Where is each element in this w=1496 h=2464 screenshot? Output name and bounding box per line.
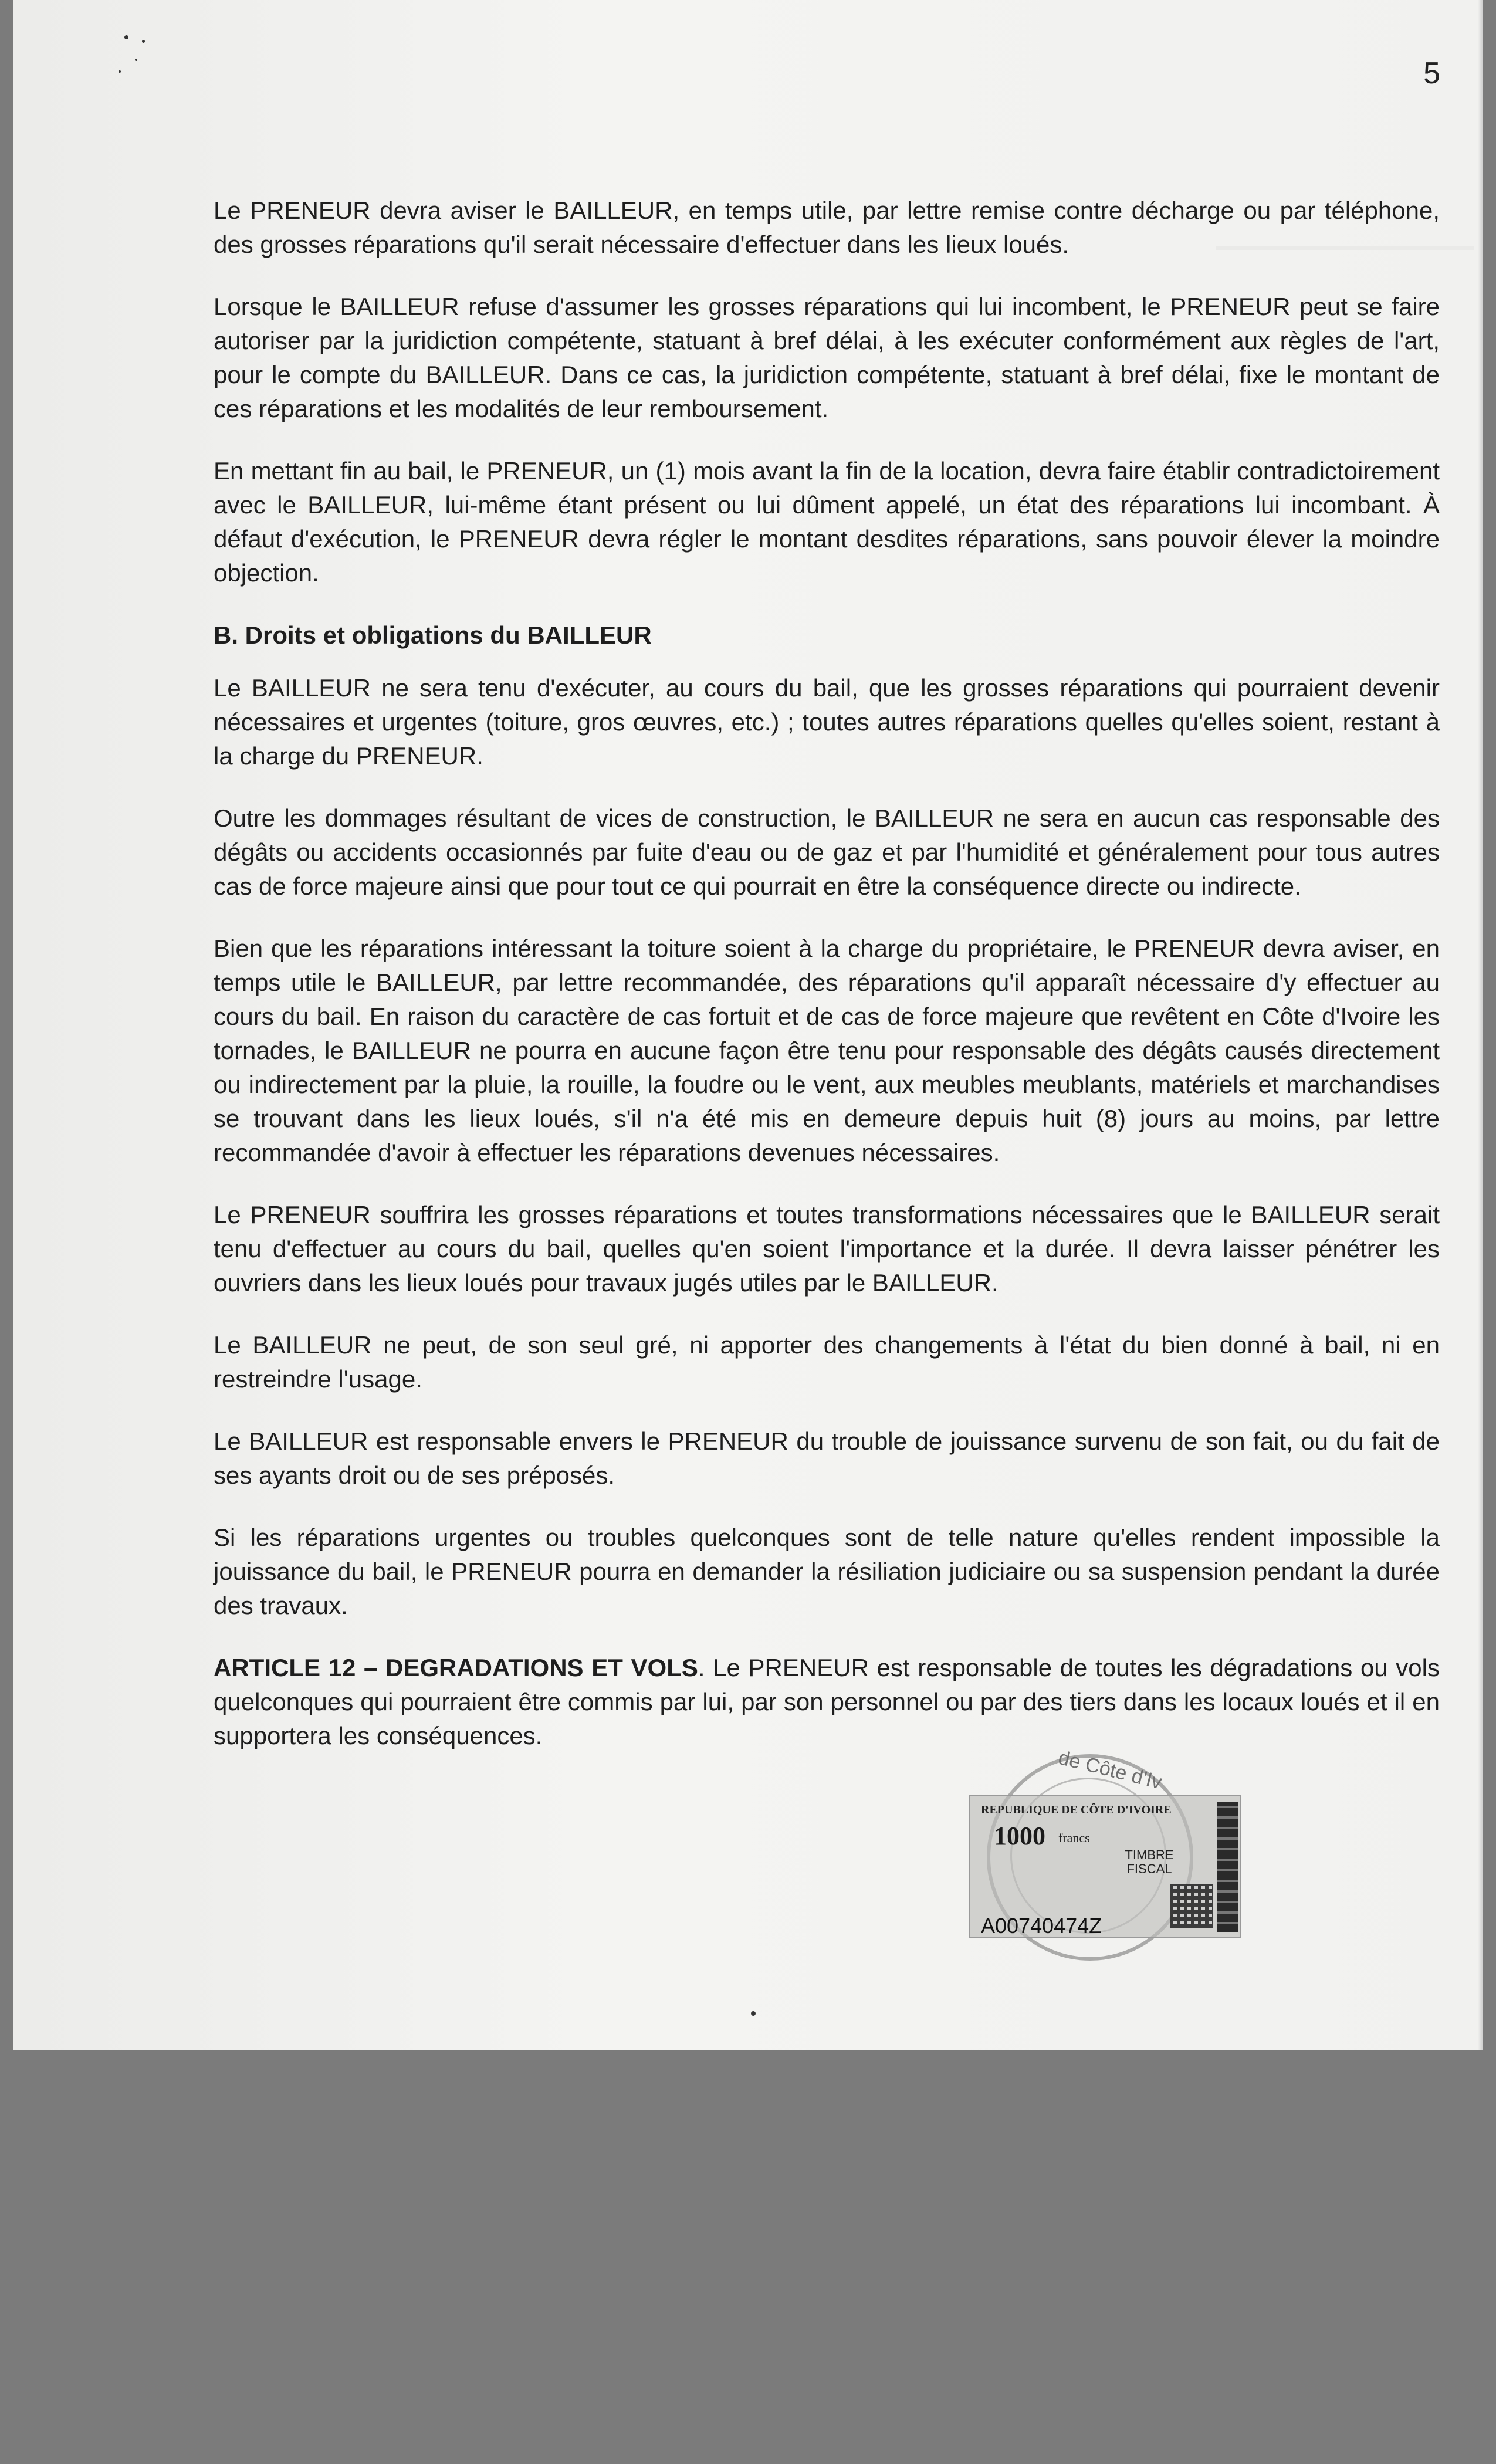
- article-12-text: . Le PRENEUR est responsable de toutes les dégradations ou vols quelconques qui pourraient être commis par lui, par son personnel ou par des tiers dans les locaux loués et il en supportera les conséquences.: [214, 1654, 1440, 1749]
- section-heading: B. Droits et obligations du BAILLEUR: [214, 621, 652, 649]
- paragraph: Si les réparations urgentes ou troubles quelconques sont de telle nature qu'elles rendent impossible la jouissance du bail, le PRENEUR pourra en demander la résiliation judiciaire ou sa suspension pendant la durée des travaux.: [214, 1524, 1440, 1619]
- paragraph: Bien que les réparations intéressant la toiture soient à la charge du propriétaire, le PRENEUR devra aviser, en temps utile le BAILLEUR, par lettre recommandée, des réparations qu'il apparaît nécessaire d'y effectuer au cours du bail. En raison du caractère de cas fortuit et de cas de force majeure que revêtent en Côte d'Ivoire les tornades, le BAILLEUR ne pourra en aucune façon être tenu pour responsable des dégâts causés directement ou indirectement par la pluie, la rouille, la foudre ou le vent, aux meubles meublants, matériels et marchandises se trouvant dans les lieux loués, s'il n'a été mis en demeure depuis huit (8) jours au moins, par lettre recommandée d'avoir à effectuer les réparations devenues nécessaires.: [214, 935, 1440, 1166]
- stamp-unit: francs: [1058, 1830, 1090, 1845]
- paragraph: Le PRENEUR devra aviser le BAILLEUR, en temps utile, par lettre remise contre décharge ou par téléphone, des grosses réparations qu'il serait nécessaire d'effectuer dans les lieux loués.: [214, 197, 1440, 258]
- paragraph: Outre les dommages résultant de vices de construction, le BAILLEUR ne sera en aucun cas responsable des dégâts ou accidents occasionnés par fuite d'eau ou de gaz et par l'humidité et généralement pour tous autres cas de force majeure ainsi que pour tout ce qui pourrait en être la conséquence directe ou indirecte.: [214, 804, 1440, 900]
- qr-code-icon: [1170, 1884, 1213, 1928]
- stamp-value: 1000: [994, 1822, 1045, 1850]
- scan-specks: [101, 23, 171, 94]
- stamp-seal-text: de Côte d'Iv: [1056, 1746, 1165, 1794]
- paragraph: Le BAILLEUR est responsable envers le PRENEUR du trouble de jouissance survenu de son fait, ou du fait de ses ayants droit ou de ses préposés.: [214, 1427, 1440, 1489]
- stamp-body: [969, 1795, 1241, 1938]
- fiscal-stamp: [969, 1746, 1239, 1954]
- paragraph: Lorsque le BAILLEUR refuse d'assumer les grosses réparations qui lui incombent, le PRENEUR peut se faire autoriser par la juridiction compétente, statuant à bref délai, à les exécuter conformément aux règles de l'art, pour le compte du BAILLEUR. Dans ce cas, la juridiction compétente, statuant à bref délai, fixe le montant de ces réparations et les modalités de leur remboursement.: [214, 293, 1440, 422]
- scanned-page: [13, 0, 1483, 2050]
- paragraph: Le BAILLEUR ne peut, de son seul gré, ni apporter des changements à l'état du bien donné à bail, ni en restreindre l'usage.: [214, 1331, 1440, 1393]
- stamp-serial-number: A00740474Z: [981, 1914, 1102, 1938]
- paragraph: En mettant fin au bail, le PRENEUR, un (1) mois avant la fin de la location, devra faire établir contradictoirement avec le BAILLEUR, lui-même étant présent ou lui dûment appelé, un état des réparations lui incombant. À défaut d'exécution, le PRENEUR devra régler le montant desdites réparations, sans pouvoir élever la moindre objection.: [214, 457, 1440, 587]
- page-edge-shadow: [1478, 0, 1483, 2050]
- page-number: 5: [1423, 56, 1440, 90]
- paragraph: Le BAILLEUR ne sera tenu d'exécuter, au cours du bail, que les grosses réparations qui pourraient devenir nécessaires et urgentes (toiture, gros œuvres, etc.) ; toutes autres réparations quelles qu'elles soient, restant à la charge du PRENEUR.: [214, 674, 1440, 770]
- stamp-country: REPUBLIQUE DE CÔTE D'IVOIRE: [981, 1803, 1172, 1816]
- security-strip-icon: [1217, 1802, 1238, 1932]
- article-12-title: ARTICLE 12 – DEGRADATIONS ET VOLS: [214, 1654, 698, 1681]
- document-body: [214, 194, 1440, 1781]
- stamp-type: TIMBRE FISCAL: [1125, 1847, 1174, 1876]
- scan-speck: [751, 2011, 756, 2016]
- article-12-paragraph: [214, 1651, 1440, 1753]
- paragraph: Le PRENEUR souffrira les grosses réparations et toutes transformations nécessaires que le BAILLEUR serait tenu d'effectuer au cours du bail, quelles qu'en soient l'importance et la durée. Il devra laisser pénétrer les ouvriers dans les lieux loués pour travaux jugés utiles par le BAILLEUR.: [214, 1201, 1440, 1297]
